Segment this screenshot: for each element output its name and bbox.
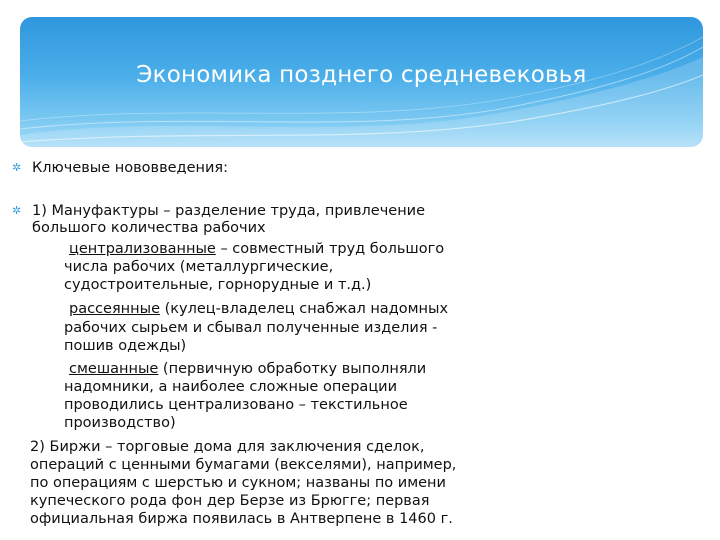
text-line: по операциям с шерстью и сукном; названы по имени [30,475,446,491]
text-line: купеческого рода фон дер Берзе из Брюгге; первая [30,493,430,509]
text-line: производство) [64,415,176,431]
term-centralized: централизованные [69,241,216,257]
text-line-centralized: централизованные – совместный труд большого [69,241,445,257]
term-mixed: смешанные [69,361,159,377]
text-line: числа рабочих (металлургические, [64,259,334,275]
text-line: официальная биржа появилась в Антверпене в 1460 г. [30,511,453,527]
bullet-icon: ✲ [12,204,22,217]
text-line: 1) Мануфактуры – разделение труда, привлечение [32,203,426,219]
text-line: судостроительные, горнорудные и т.д.) [64,277,372,293]
text-line: проводились централизовано – текстильное [64,397,408,413]
title-banner [20,17,703,147]
text-line: надомники, а наиболее сложные операции [64,379,398,395]
text-line-dispersed: рассеянные (кулец-владелец снабжал надомных [69,301,449,317]
text-line-exchanges: 2) Биржи – торговые дома для заключения сделок, [30,439,425,455]
text-line: большого количества рабочих [32,220,266,236]
bullet-text: Ключевые нововведения: [32,160,229,176]
text-line-mixed: смешанные (первичную обработку выполняли [69,361,427,377]
text-line: операций с ценными бумагами (векселями), например, [30,457,457,473]
bullet-icon: ✲ [12,161,22,174]
slide-title: Экономика позднего средневековья [136,62,587,88]
text-line: пошив одежды) [64,338,187,354]
text-line: рабочих сырьем и сбывал полученные изделия - [64,320,438,336]
bullet-manufactories [12,203,512,533]
term-dispersed: рассеянные [69,301,161,317]
